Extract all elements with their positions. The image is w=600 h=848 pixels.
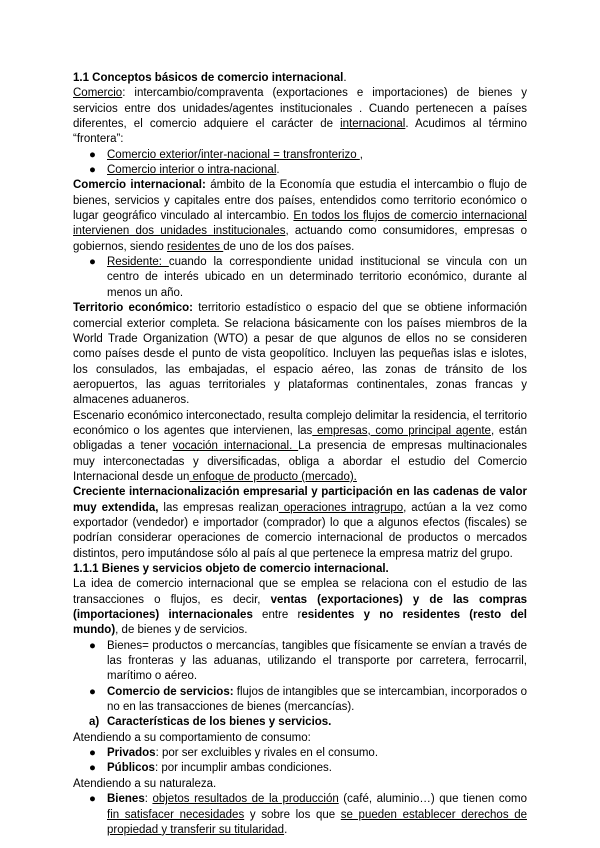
paragraph-idea: La idea de comercio internacional que se emplea se relaciona con el estudio de las transacciones o flujos, es decir, ventas (exportaciones) y de las compras (importaciones) internacionales entre residentes y no residentes (resto del mundo), de bienes y de servicios. (73, 578, 527, 637)
bullet-icon: ● (89, 793, 96, 806)
bullet-icon: ● (89, 762, 96, 775)
heading-text: 1.1 Conceptos básicos de comercio internacional (73, 72, 344, 84)
paragraph-creciente: Creciente internacionalización empresarial y participación en las cadenas de valor muy extendida, las empresas realizan operaciones intragrupo, actúan a la vez como exportador (vendedor) e importador (comprador) lo que a algunos efectos (fiscales) se podrían considerar operaciones de comercio internacional de productos o mercados distintos, pero imputándose sólo al país al que pertenece la empresa matriz del grupo. (73, 486, 527, 560)
list-residente (73, 255, 527, 301)
bullet-icon: ● (89, 256, 96, 269)
bullet-icon: ● (89, 639, 96, 652)
list-marker: a) (89, 716, 100, 729)
heading-1-1: 1.1 Conceptos básicos de comercio internacional. (73, 72, 347, 84)
list-item: ● Públicos: por incumplir ambas condiciones. (73, 761, 527, 776)
list-bienes-servicios (73, 639, 527, 731)
list-item: ● Comercio interior o intra-nacional. (73, 163, 527, 178)
bullet-icon: ● (89, 148, 96, 161)
list-naturaleza (73, 792, 527, 838)
line-naturaleza: Atendiendo a su naturaleza. (73, 777, 217, 790)
line-consumo: Atendiendo a su comportamiento de consumo: (73, 731, 311, 744)
list-item: ● Bienes: objetos resultados de la producción (café, aluminio…) que tienen como fin satisfacer necesidades y sobre los que se pueden establecer derechos de propiedad y transferir su titularidad. (89, 793, 527, 836)
paragraph-comercio-internacional: Comercio internacional: ámbito de la Economía que estudia el intercambio o flujo de bienes, servicios y capitales entre dos países, entendidos como territorio económico o lugar geográfico vinculado al intercambio. En todos los flujos de comercio internacional intervienen dos unidades institucionales, actuando como consumidores, empresas o gobiernos, siendo residentes de uno de los dos países. (73, 179, 527, 253)
list-item: ● Comercio exterior/inter-nacional = transfronterizo , (73, 148, 527, 163)
list-item: ● Privados: por ser excluibles y rivales en el consumo. (73, 746, 527, 761)
bullet-icon: ● (89, 164, 96, 177)
list-item-alpha: a) Características de los bienes y servicios. (73, 715, 527, 730)
list-consumo (73, 746, 527, 777)
list-item: ● Comercio de servicios: flujos de intangibles que se intercambian, incorporados o no en las transacciones de bienes (mercancías). (89, 685, 527, 714)
paragraph-escenario: Escenario económico interconectado, resulta complejo delimitar la residencia, el territorio económico o los agentes que intervienen, las empresas, como principal agente, están obligadas a tener vocación internacional. La presencia de empresas multinacionales muy interconectadas y diversificadas, obliga a abordar el estudio del Comercio Internacional desde un enfoque de producto (mercado). (73, 409, 527, 483)
list-item: ● Residente: cuando la correspondiente unidad institucional se vincula con un centro de interés ubicado en un determinado territorio económico, durante al menos un año. (89, 256, 527, 299)
document-page (73, 71, 527, 838)
bullet-icon: ● (89, 747, 96, 760)
paragraph-territorio: Territorio económico: territorio estadístico o espacio del que se obtiene información comercial exterior completa. Se relaciona básicamente con los países miembros de la World Trade Organization (WTO) a pesar de que algunos de ellos no se consideren como países desde el punto de vista geopolítico. Incluyen las pequeñas islas e islotes, los consulados, las embajadas, el espacio aéreo, las zonas de tránsito de los aeropuertos, las aguas territoriales y plataformas continentales, zonas francas y almacenes aduaneros. (73, 302, 527, 407)
bullet-icon: ● (89, 685, 96, 698)
list-item: ● Bienes= productos o mercancías, tangibles que físicamente se envían a través de las fronteras y las aduanas, utilizando el transporte por carretera, ferrocarril, marítimo o aéreo. (89, 639, 527, 683)
list-frontera (73, 148, 527, 179)
paragraph-comercio: Comercio: intercambio/compraventa (exportaciones e importaciones) de bienes y servicios entre dos unidades/agentes institucionales . Cuando pertenecen a países diferentes, el comercio adquiere el carácter de internacional. Acudimos al término “frontera”: (73, 87, 528, 146)
heading-1-1-1: 1.1.1 Bienes y servicios objeto de comercio internacional. (73, 563, 389, 575)
